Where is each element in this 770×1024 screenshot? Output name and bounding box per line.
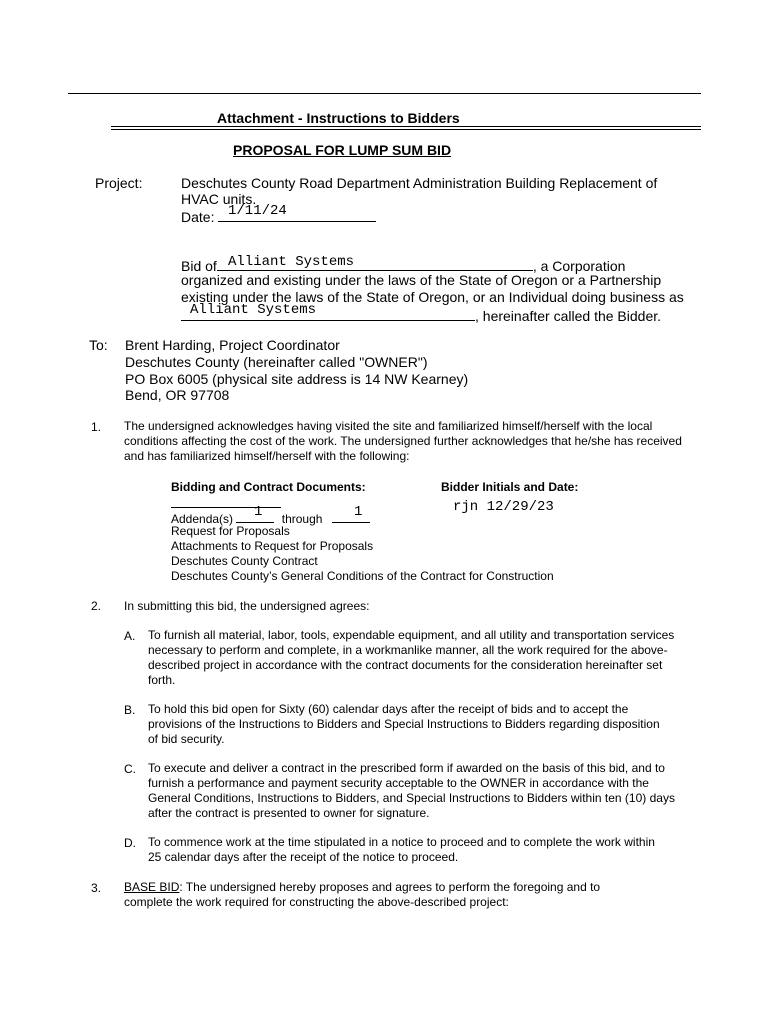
date-label: Date: — [181, 209, 215, 225]
header-rule-lower — [111, 129, 701, 130]
base-bid-label: BASE BID — [124, 880, 180, 894]
addenda-label: Addenda(s) — [171, 512, 234, 526]
subitem-letter: D. — [124, 836, 136, 850]
to-label: To: — [89, 337, 108, 353]
item-1-text: The undersigned acknowledges having visited the site and familiarized himself/herself with the local conditions affecting the cost of the work. The undersigned further acknowledges that he/she has received and has familiarized himself/herself with the following: — [124, 419, 682, 463]
item-2-number: 2. — [91, 599, 102, 613]
document-item: Attachments to Request for Proposals — [171, 539, 374, 553]
addenda-from-value: 1 — [254, 504, 263, 520]
subitem-text: To execute and deliver a contract in the prescribed form if awarded on the basis of this bid, and to furnish a performance and payment security acceptable to the OWNER in accordance with the General Conditions, Instructions to Bidders, and Special Instructions to Bidders within ten (10) days after the contract is presented to owner for signature. — [148, 761, 675, 820]
documents-header: Bidding and Contract Documents: — [171, 480, 366, 494]
item-3-number: 3. — [91, 881, 102, 895]
bid-of-label: Bid of — [181, 258, 217, 274]
bid-line-2: organized and existing under the laws of the State of Oregon or a Partnership — [181, 272, 662, 288]
to-line-2: Deschutes County (hereinafter called "OWNER") — [125, 354, 428, 370]
item-3-paragraph — [124, 880, 644, 910]
header-rule-upper — [111, 126, 701, 127]
initials-value: rjn 12/29/23 — [453, 499, 554, 515]
hereinafter-text: , hereinafter called the Bidder. — [475, 308, 662, 324]
individual-name-value: Alliant Systems — [190, 302, 317, 318]
attachment-title: Attachment - Instructions to Bidders — [217, 110, 460, 126]
date-value: 1/11/24 — [228, 203, 287, 219]
item-3-text: : The undersigned hereby proposes and agrees to perform the foregoing and to complete the work required for constructing the above-described project: — [124, 880, 601, 909]
to-line-1: Brent Harding, Project Coordinator — [125, 337, 340, 353]
project-label: Project: — [95, 175, 143, 191]
subitem-letter: B. — [124, 703, 136, 717]
to-line-3: PO Box 6005 (physical site address is 14 NW Kearney) — [125, 371, 469, 387]
subitem-letter: A. — [124, 629, 136, 643]
item-2-intro: In submitting this bid, the undersigned agrees: — [124, 599, 370, 613]
bidder-name-value: Alliant Systems — [228, 254, 355, 270]
corporation-text: , a Corporation — [532, 258, 626, 274]
subitem-text: To commence work at the time stipulated in a notice to proceed and to complete the work within 25 calendar days after the receipt of the notice to proceed. — [148, 835, 655, 864]
subitem-text: To furnish all material, labor, tools, expendable equipment, and all utility and transportation services necessary to perform and complete, in a workmanlike manner, all the work required for the above-described project in accordance with the contract documents for the consideration hereinafter set forth. — [148, 628, 675, 687]
bid-line-3: existing under the laws of the State of Oregon, or an Individual doing business as — [181, 289, 684, 305]
addenda-to-field[interactable] — [332, 508, 370, 523]
document-item: Deschutes County Contract — [171, 554, 318, 568]
subitem-letter: C. — [124, 762, 136, 776]
project-line-1: Deschutes County Road Department Administration Building Replacement of — [181, 175, 658, 191]
through-label: through — [281, 512, 323, 526]
document-item: Request for Proposals — [171, 524, 290, 538]
top-rule — [68, 93, 701, 94]
item-1-number: 1. — [91, 420, 102, 434]
subitem-text: To hold this bid open for Sixty (60) calendar days after the receipt of bids and to accept the provisions of the Instructions to Bidders and Special Instructions to Bidders regarding disposition of bid security. — [148, 702, 660, 746]
project-line-2: HVAC units. — [181, 191, 257, 207]
to-line-4: Bend, OR 97708 — [125, 387, 230, 403]
document-item: Deschutes County’s General Conditions of the Contract for Construction — [171, 569, 554, 583]
addenda-to-value: 1 — [354, 504, 363, 520]
initials-header: Bidder Initials and Date: — [441, 480, 579, 494]
form-title: PROPOSAL FOR LUMP SUM BID — [233, 142, 452, 158]
